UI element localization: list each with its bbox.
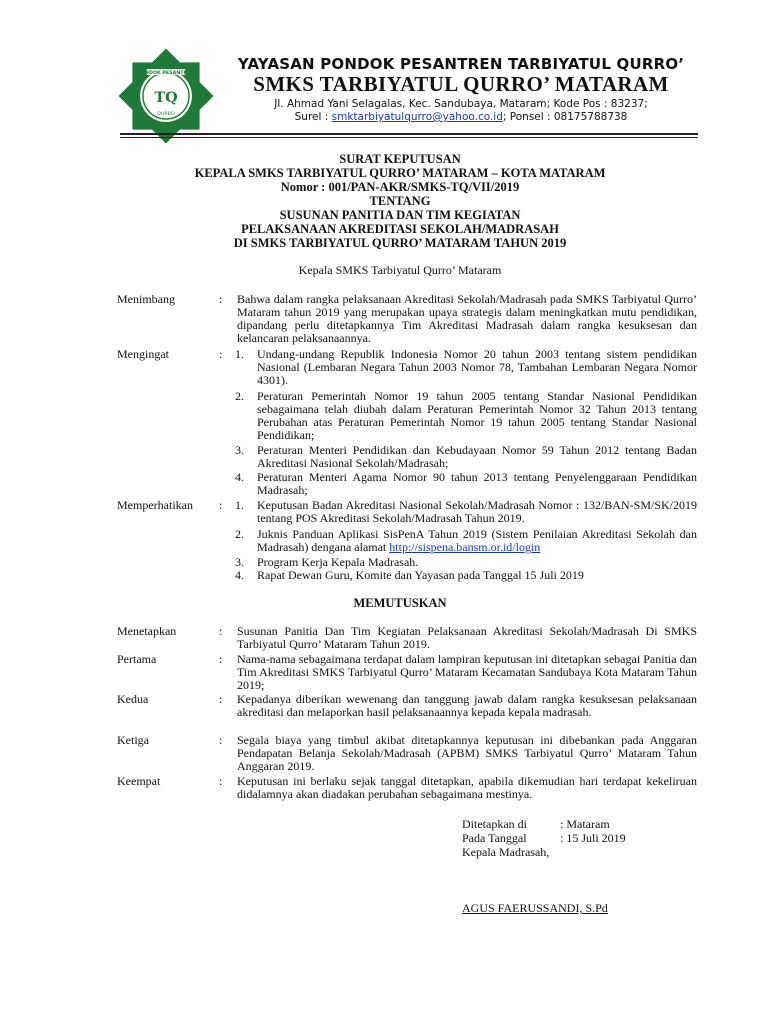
label-menetapkan: Menetapkan: [117, 624, 177, 638]
list-number: 3.: [235, 443, 244, 457]
colon: :: [219, 652, 223, 666]
school-logo: [118, 48, 214, 144]
list-number: 1.: [235, 498, 244, 512]
doc-subtitle: KEPALA SMKS TARBIYATUL QURRO’ MATARAM – KOTA MATARAM: [194, 166, 606, 180]
signer-position: Kepala Madrasah,: [462, 845, 550, 859]
doc-topic-1: SUSUNAN PANITIA DAN TIM KEGIATAN: [279, 208, 521, 222]
header-rule-thin: [120, 137, 698, 138]
mengingat-item-4: Peraturan Menteri Agama Nomor 90 tahun 2013 tentang Penyelenggaraan Pendidikan Madrasah;: [257, 470, 697, 497]
colon: :: [219, 624, 223, 638]
colon: :: [219, 498, 223, 512]
label-memperhatikan: Memperhatikan: [117, 498, 193, 512]
label-kedua: Kedua: [117, 692, 149, 706]
colon: :: [219, 774, 223, 788]
foundation-name: YAYASAN PONDOK PESANTREN TARBIYATUL QURRO’: [237, 55, 685, 73]
email-link[interactable]: smktarbiyatulqurro@yahoo.co.id: [331, 111, 503, 123]
logo-bottom-text: QURRO: [157, 112, 175, 118]
mengingat-item-3: Peraturan Menteri Pendidikan dan Kebudayaan Nomor 59 Tahun 2012 tentang Badan Akreditasi Nasional Sekolah/Madrasah;: [257, 443, 697, 470]
memperhatikan-item-2-text: Juknis Panduan Aplikasi SisPenA Tahun 2019 (Sistem Penilaian Akreditasi Sekolah dan Madrasah) dengana alamat: [257, 527, 697, 554]
mengingat-item-1: Undang-undang Republik Indonesia Nomor 20 tahun 2003 tentang sistem pendidikan Nasional (Lembaran Negara Tahun 2003 Nomor 78, Tambahan Lembaran Negara Nomor 4301).: [257, 347, 697, 387]
email-label: Surel :: [294, 111, 332, 123]
logo-monogram: TQ: [154, 88, 178, 106]
label-mengingat: Mengingat: [117, 347, 169, 361]
ketiga-text: Segala biaya yang timbul akibat ditetapkannya keputusan ini dibebankan pada Anggaran Pendapatan Belanja Sekolah/Madrasah (APBM) SMKS Tarbiyatul Qurro’ Mataram Tahun Anggaran 2019.: [237, 733, 697, 773]
mengingat-item-2: Peraturan Pemerintah Nomor 19 tahun 2005 tentang Standar Nasional Pendidikan sebagaimana telah diubah dalam Peraturan Pemerintah Nomor 32 Tahun 2013 tentang Perubahan atas Peraturan Pemerintah Nomor 19 tahun 2005 tentang Standar Nasional Pendidikan;: [257, 389, 697, 442]
label-ketiga: Ketiga: [117, 733, 149, 747]
keempat-text: Keputusan ini berlaku sejak tanggal ditetapkan, apabila dikemudian hari terdapat kekeliruan didalamnya akan diadakan perubahan sebagaimana mestinya.: [237, 774, 697, 801]
kedua-text: Kepadanya diberikan wewenang dan tanggung jawab dalam rangka kesuksesan pelaksanaan akreditasi dan melaporkan hasil pelaksanaannya kepada kepala madrasah.: [237, 692, 697, 719]
list-number: 2.: [235, 389, 244, 403]
date-label: Pada Tanggal: [462, 831, 527, 845]
label-keempat: Keempat: [117, 774, 161, 788]
header-rule-thick: [120, 133, 698, 135]
list-number: 3.: [235, 555, 244, 569]
colon: :: [219, 692, 223, 706]
date-value: : 15 Juli 2019: [560, 831, 626, 845]
menimbang-text: Bahwa dalam rangka pelaksanaan Akreditasi Sekolah/Madrasah pada SMKS Tarbiyatul Qurro’ Mataram tahun 2019 yang merupakan upaya strategis dalam meningkatkan mutu pendidikan, dipandang perlu ditetapkannya Tim Akreditasi Madrasah dalam rangka kesuksesan dan kelancaran pelaksanaannya.: [237, 292, 697, 345]
place-value: : Mataram: [560, 817, 610, 831]
doc-number: Nomor : 001/PAN-AKR/SMKS-TQ/VII/2019: [280, 180, 520, 194]
doc-topic-3: DI SMKS TARBIYATUL QURRO’ MATARAM TAHUN 2019: [233, 236, 567, 250]
logo-top-text: PONDOK PESANTREN: [137, 70, 195, 76]
memperhatikan-item-4: Rapat Dewan Guru, Komite dan Yayasan pada Tanggal 15 Juli 2019: [257, 568, 584, 582]
intro-line: Kepala SMKS Tarbiyatul Qurro’ Mataram: [298, 263, 502, 277]
menetapkan-text: Susunan Panitia Dan Tim Kegiatan Pelaksanaan Akreditasi Sekolah/Madrasah Di SMKS Tarbiyatul Qurro’ Mataram Tahun 2019.: [237, 624, 697, 651]
label-menimbang: Menimbang: [117, 292, 175, 306]
place-label: Ditetapkan di: [462, 817, 527, 831]
doc-about: TENTANG: [369, 194, 431, 208]
phone-text: ; Ponsel : 08175788738: [502, 111, 628, 123]
memperhatikan-item-3: Program Kerja Kepala Madrasah.: [257, 555, 419, 569]
list-number: 2.: [235, 527, 244, 541]
colon: :: [219, 347, 223, 361]
colon: :: [219, 292, 223, 306]
doc-topic-2: PELAKSANAAN AKREDITASI SEKOLAH/MADRASAH: [241, 222, 559, 236]
school-address: Jl. Ahmad Yani Selagalas, Kec. Sandubaya, Mataram; Kode Pos : 83237;: [274, 98, 648, 110]
list-number: 4.: [235, 470, 244, 484]
memperhatikan-item-1: Keputusan Badan Akreditasi Nasional Sekolah/Madrasah Nomor : 132/BAN-SM/SK/2019 tentang POS Akreditasi Sekolah/Madrasah Tahun 2019.: [257, 498, 697, 525]
list-number: 4.: [235, 568, 244, 582]
colon: :: [219, 733, 223, 747]
sispena-link[interactable]: http://sispena.bansm.or.id/login: [389, 540, 541, 554]
pertama-text: Nama-nama sebagaimana terdapat dalam lampiran keputusan ini ditetapkan sebagai Panitia dan Tim Akreditasi SMKS Tarbiyatul Qurro’ Mataram Kecamatan Sandubaya Kota Mataram Tahun 2019;: [237, 652, 697, 692]
contact-line: [222, 111, 700, 123]
decision-heading: MEMUTUSKAN: [353, 596, 447, 610]
doc-title: SURAT KEPUTUSAN: [339, 152, 461, 166]
school-name: SMKS TARBIYATUL QURRO’ MATARAM: [253, 72, 669, 96]
memperhatikan-item-2: [257, 528, 697, 554]
label-pertama: Pertama: [117, 652, 157, 666]
signer-name: AGUS FAERUSSANDI, S.Pd: [462, 901, 608, 915]
list-number: 1.: [235, 347, 244, 361]
